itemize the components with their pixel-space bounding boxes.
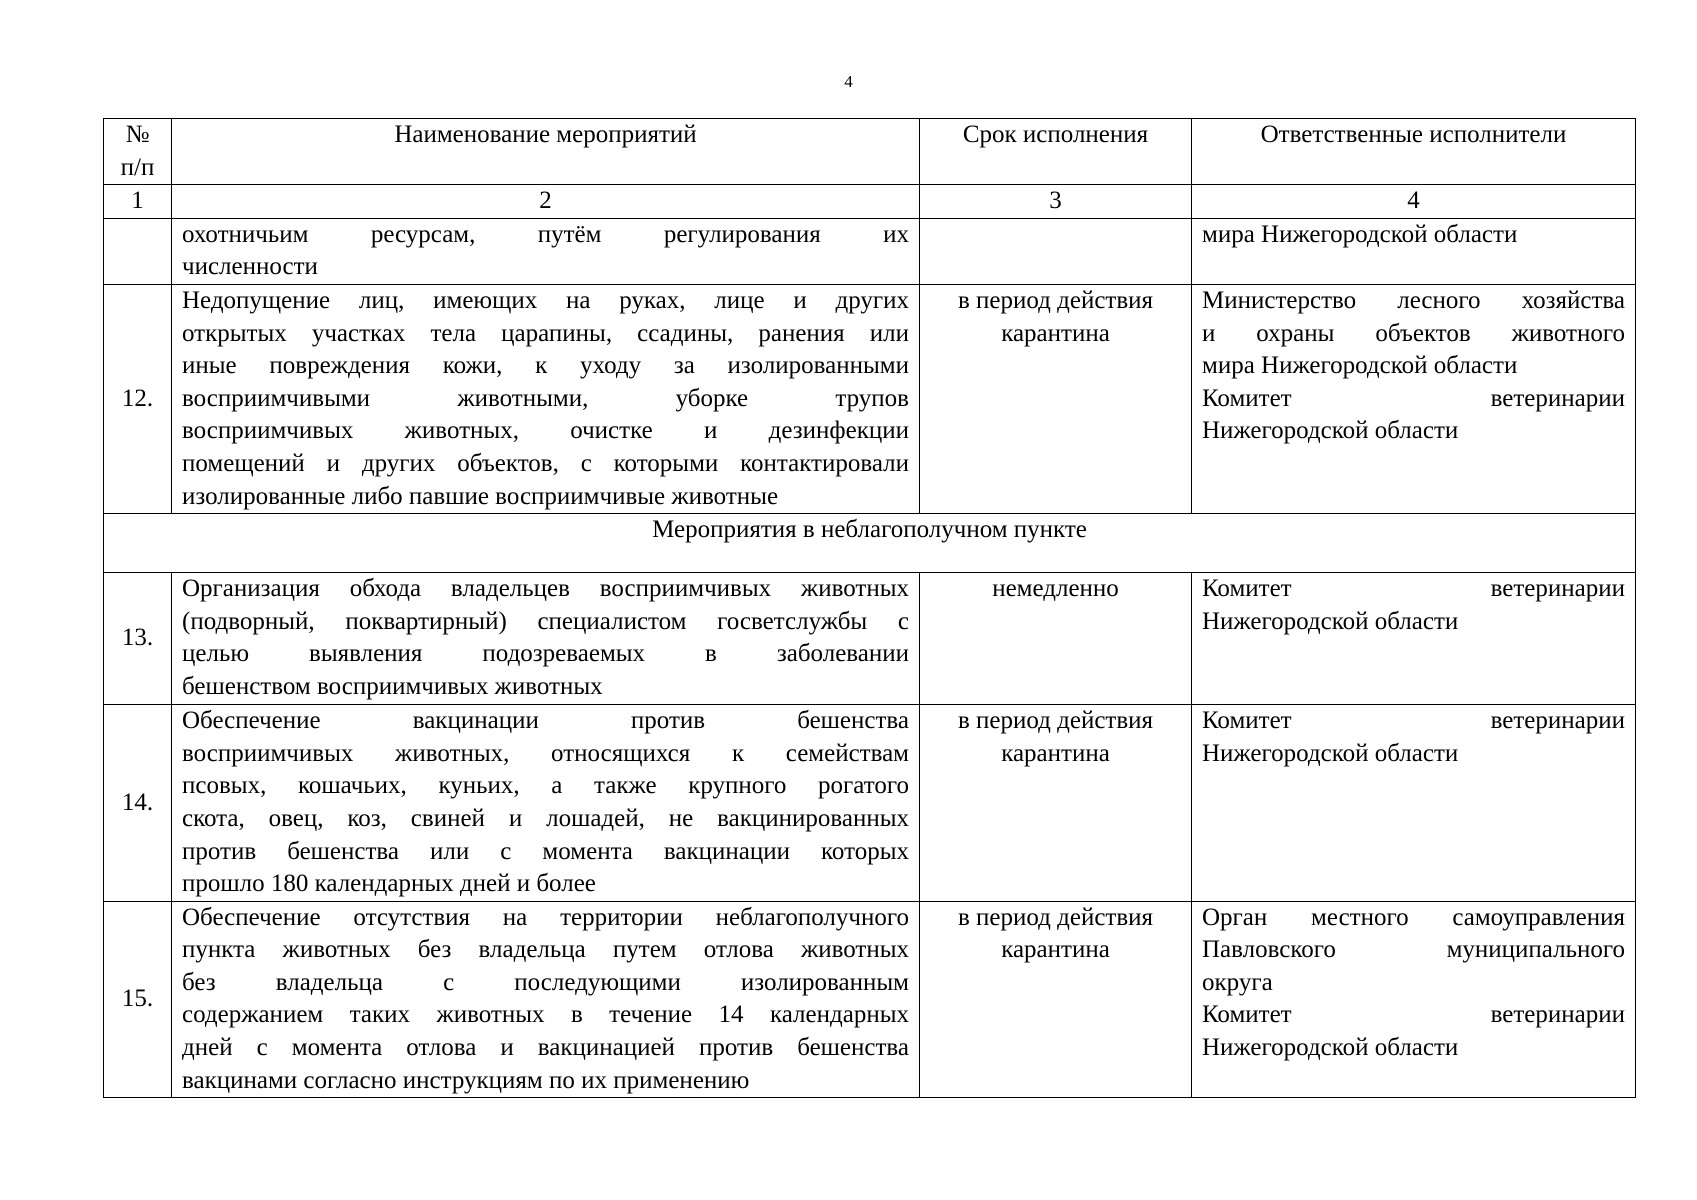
- row-num: 13.: [104, 573, 172, 705]
- cell-line: Обеспечение вакцинации против бешенства: [182, 707, 909, 735]
- cell-line: Комитет ветеринарии: [1202, 707, 1625, 735]
- cell-line: (подворный, поквартирный) специалистом госветслужбы с: [182, 607, 909, 635]
- row-term: [920, 573, 1192, 705]
- cell-line: иные повреждения кожи, к уходу за изолированными: [182, 352, 909, 380]
- row-responsible: [1192, 705, 1636, 902]
- column-index: 4: [1192, 185, 1636, 219]
- cell-line: вакцинами согласно инструкциям по их применению: [182, 1066, 750, 1094]
- cell-line: Павловского муниципального: [1202, 936, 1625, 964]
- header-responsible: Ответственные исполнители: [1192, 119, 1636, 185]
- table-row-12: [104, 284, 1636, 513]
- row-term: [920, 705, 1192, 902]
- cell-line: немедленно: [992, 575, 1119, 603]
- measures-table: [103, 118, 1636, 1098]
- row-term: [920, 218, 1192, 284]
- cell-line: мира Нижегородской области: [1202, 220, 1518, 248]
- column-index: 1: [104, 185, 172, 219]
- cell-line: округа: [1202, 968, 1273, 996]
- cell-line: в период действия: [957, 903, 1154, 931]
- cell-line: численности: [182, 253, 318, 281]
- row-name: [172, 573, 920, 705]
- cell-line: Нижегородской области: [1202, 607, 1459, 635]
- header-name: Наименование мероприятий: [172, 119, 920, 185]
- cell-line: Орган местного самоуправления: [1202, 903, 1625, 931]
- table-row-13: [104, 573, 1636, 705]
- cell-line: в период действия: [957, 286, 1154, 314]
- row-name: [172, 901, 920, 1098]
- cell-line: Нижегородской области: [1202, 1034, 1459, 1062]
- header-term: Срок исполнения: [920, 119, 1192, 185]
- cell-line: бешенством восприимчивых животных: [182, 672, 603, 700]
- column-index: 3: [920, 185, 1192, 219]
- cell-line: восприимчивых животных, относящихся к семействам: [182, 739, 909, 767]
- row-num: 15.: [104, 901, 172, 1098]
- cell-line: прошло 180 календарных дней и более: [182, 870, 596, 898]
- cell-line: Нижегородской области: [1202, 739, 1459, 767]
- cell-line: карантина: [1001, 739, 1110, 767]
- cell-line: против бешенства или с момента вакцинации которых: [182, 837, 909, 865]
- cell-line: карантина: [1001, 936, 1110, 964]
- row-responsible: [1192, 573, 1636, 705]
- cell-line: Комитет ветеринарии: [1202, 1001, 1625, 1029]
- cell-line: восприимчивыми животными, уборке трупов: [182, 384, 909, 412]
- row-responsible: [1192, 901, 1636, 1098]
- cell-line: содержанием таких животных в течение 14 календарных: [182, 1001, 909, 1029]
- page-number: 4: [844, 72, 853, 91]
- cell-line: карантина: [1001, 319, 1110, 347]
- cell-line: без владельца с последующими изолированным: [182, 968, 909, 996]
- row-name: [172, 284, 920, 513]
- cell-line: открытых участках тела царапины, ссадины, ранения или: [182, 319, 909, 347]
- table-header-row: [104, 119, 1636, 185]
- column-index-row: [104, 185, 1636, 219]
- section-row: [104, 514, 1636, 573]
- cell-line: скота, овец, коз, свиней и лошадей, не вакцинированных: [182, 804, 909, 832]
- cell-line: Комитет ветеринарии: [1202, 384, 1625, 412]
- cell-line: мира Нижегородской области: [1202, 352, 1518, 380]
- cell-line: охотничьим ресурсам, путём регулирования их: [182, 220, 909, 248]
- row-term: [920, 284, 1192, 513]
- row-name: [172, 705, 920, 902]
- row-num: [104, 218, 172, 284]
- cell-line: Недопущение лиц, имеющих на руках, лице и других: [182, 286, 909, 314]
- row-num: 14.: [104, 705, 172, 902]
- row-term: [920, 901, 1192, 1098]
- cell-line: и охраны объектов животного: [1202, 319, 1625, 347]
- row-responsible: [1192, 218, 1636, 284]
- table-row-15: [104, 901, 1636, 1098]
- cell-line: пункта животных без владельца путем отлова животных: [182, 936, 909, 964]
- cell-line: Комитет ветеринарии: [1202, 575, 1625, 603]
- row-num: 12.: [104, 284, 172, 513]
- row-responsible: [1192, 284, 1636, 513]
- table-row-continuation: [104, 218, 1636, 284]
- cell-line: Организация обхода владельцев восприимчивых животных: [182, 575, 909, 603]
- cell-line: в период действия: [957, 707, 1154, 735]
- cell-line: целью выявления подозреваемых в заболевании: [182, 640, 909, 668]
- cell-line: Нижегородской области: [1202, 417, 1459, 445]
- cell-line: Министерство лесного хозяйства: [1202, 286, 1625, 314]
- table-row-14: [104, 705, 1636, 902]
- cell-line: псовых, кошачьих, куньих, а также крупного рогатого: [182, 772, 909, 800]
- cell-line: Обеспечение отсутствия на территории неблагополучного: [182, 903, 909, 931]
- cell-line: помещений и других объектов, с которыми контактировали: [182, 449, 909, 477]
- column-index: 2: [172, 185, 920, 219]
- row-name: [172, 218, 920, 284]
- cell-line: дней с момента отлова и вакцинацией против бешенства: [182, 1034, 909, 1062]
- header-num: № п/п: [104, 119, 172, 185]
- cell-line: восприимчивых животных, очистке и дезинфекции: [182, 417, 909, 445]
- section-title: Мероприятия в неблагополучном пункте: [104, 514, 1636, 573]
- cell-line: изолированные либо павшие восприимчивые животные: [182, 482, 779, 510]
